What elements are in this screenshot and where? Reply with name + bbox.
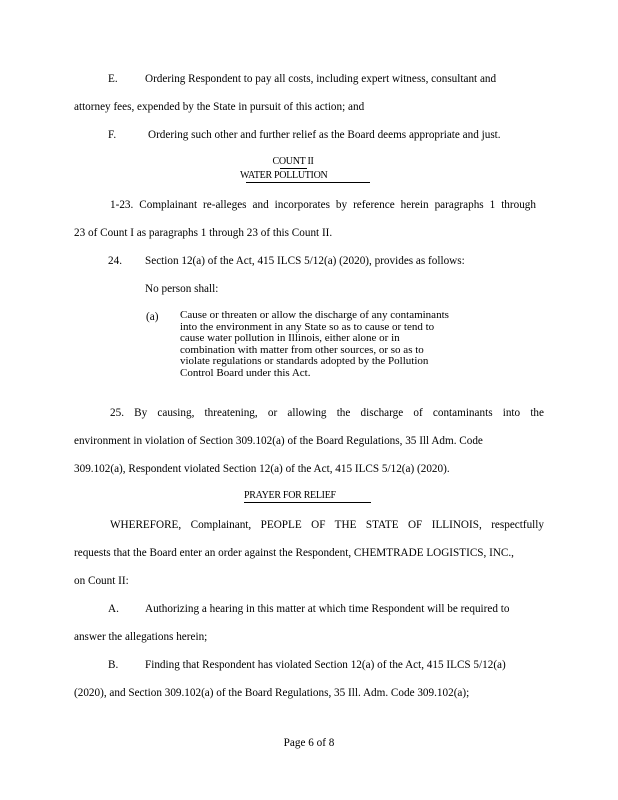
statute-quote <box>180 310 478 380</box>
page-number: Page 6 of 8 <box>283 737 335 749</box>
item-e-text-line1: Ordering Respondent to pay all costs, including expert witness, consultant and <box>145 73 497 85</box>
quote-line: violate regulations or standards adopted by the Pollution <box>180 355 429 368</box>
para-25-line1: 25. By causing, threatening, or allowing the discharge of contaminants into the <box>110 407 544 419</box>
para-1-23-line2: 23 of Count I as paragraphs 1 through 23 of this Count II. <box>74 227 333 239</box>
quote-line: cause water pollution in Illinois, either alone or in <box>180 332 400 345</box>
para-25-line3: 309.102(a), Respondent violated Section 12(a) of the Act, 415 ILCS 5/12(a) (2020). <box>74 463 450 475</box>
prayer-heading-underline <box>244 502 371 503</box>
quote-line: Control Board under this Act. <box>180 366 311 379</box>
quote-line: Cause or threaten or allow the discharge of any contaminants <box>180 309 449 321</box>
quote-sub-label: (a) <box>146 311 159 323</box>
item-e-label: E. <box>108 73 118 85</box>
item-b-label: B. <box>108 659 119 671</box>
count-title: COUNT II <box>272 156 314 167</box>
wherefore-line2: requests that the Board enter an order against the Respondent, CHEMTRADE LOGISTICS, INC., <box>74 547 514 559</box>
wherefore-line3: on Count II: <box>74 575 129 587</box>
quote-line: into the environment in any State so as to cause or tend to <box>180 320 435 333</box>
quote-line: combination with matter from other sources, or so as to <box>180 343 424 356</box>
count-title-underline <box>280 168 307 169</box>
para-24-label: 24. <box>108 255 122 267</box>
item-e-text-line2: attorney fees, expended by the State in pursuit of this action; and <box>74 101 365 113</box>
para-24-text: Section 12(a) of the Act, 415 ILCS 5/12(a) (2020), provides as follows: <box>145 255 465 267</box>
para-25-line2: environment in violation of Section 309.102(a) of the Board Regulations, 35 Ill Adm. Code <box>74 435 483 447</box>
count-subtitle-underline <box>246 182 370 183</box>
item-f-label: F. <box>108 129 117 141</box>
prayer-heading: PRAYER FOR RELIEF <box>244 490 336 501</box>
wherefore-line1: WHEREFORE, Complainant, PEOPLE OF THE STATE OF ILLINOIS, respectfully <box>110 519 544 531</box>
para-1-23-line1: 1-23. Complainant re-alleges and incorporates by reference herein paragraphs 1 through <box>110 199 536 211</box>
item-f-text: Ordering such other and further relief as the Board deems appropriate and just. <box>148 129 501 141</box>
item-a-label: A. <box>108 603 119 615</box>
count-subtitle: WATER POLLUTION <box>240 170 328 181</box>
item-b-text-line2: (2020), and Section 309.102(a) of the Board Regulations, 35 Ill. Adm. Code 309.102(a); <box>74 687 470 699</box>
item-b-text-line1: Finding that Respondent has violated Section 12(a) of the Act, 415 ILCS 5/12(a) <box>145 659 506 671</box>
item-a-text-line1: Authorizing a hearing in this matter at which time Respondent will be required to <box>145 603 510 615</box>
no-person-shall: No person shall: <box>145 283 219 295</box>
item-a-text-line2: answer the allegations herein; <box>74 631 208 643</box>
